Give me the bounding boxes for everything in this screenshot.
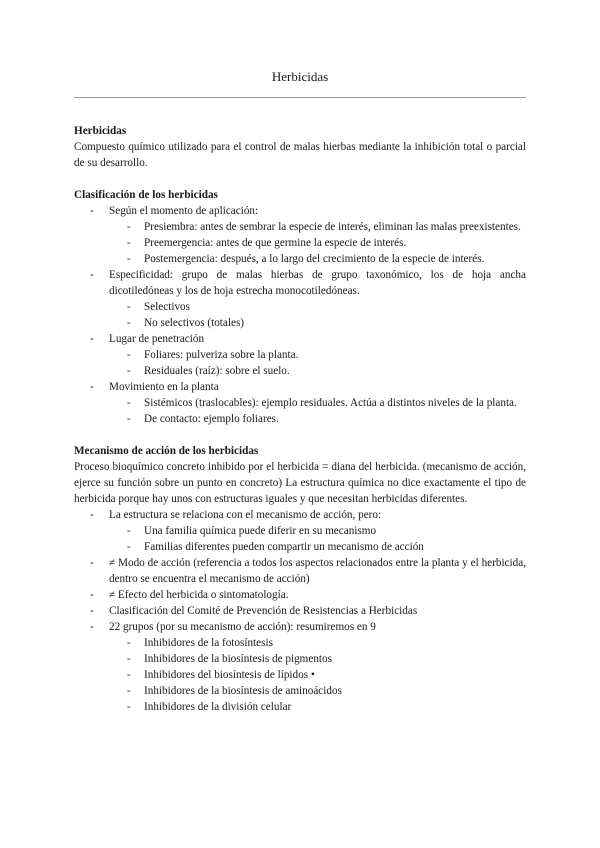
- section-paragraph: Compuesto químico utilizado para el control de malas hierbas mediante la inhibición total o parcial de su desarrollo.: [74, 141, 526, 169]
- sub-list-item: - Sistémicos (traslocables): ejemplo residuales. Actúa a distintos niveles de la planta.: [109, 395, 526, 411]
- section-heading: Herbicidas: [74, 125, 127, 137]
- list-item-text: Según el momento de aplicación:: [109, 205, 259, 217]
- sub-list: [109, 347, 526, 379]
- sub-list-item: - Inhibidores de la fotosíntesis: [109, 635, 526, 651]
- section-herbicidas: [74, 123, 526, 171]
- list-item-text: Movimiento en la planta: [109, 381, 219, 393]
- sub-list-item: - Una familia química puede diferir en su mecanismo: [109, 523, 526, 539]
- title-divider: [74, 97, 526, 98]
- sub-list-item: - Preemergencia: antes de que germine la especie de interés.: [109, 235, 526, 251]
- sub-list: [109, 299, 526, 331]
- sub-list-item: - Residuales (raíz): sobre el suelo.: [109, 363, 526, 379]
- bullet-list: [74, 507, 526, 715]
- list-item: [74, 267, 526, 331]
- document-title: Herbicidas: [271, 69, 329, 84]
- bullet-list: [74, 203, 526, 427]
- document-page: [74, 68, 526, 731]
- section-clasificacion: [74, 187, 526, 427]
- list-item-text: La estructura se relaciona con el mecanismo de acción, pero:: [109, 509, 382, 521]
- sub-list: [109, 523, 526, 555]
- section-heading: Mecanismo de acción de los herbicidas: [74, 445, 259, 457]
- sub-list-item: - Foliares: pulveriza sobre la planta.: [109, 347, 526, 363]
- sub-list: [109, 395, 526, 427]
- sub-list-item: - Inhibidores de la biosíntesis de pigmentos: [109, 651, 526, 667]
- sub-list-item: - No selectivos (totales): [109, 315, 526, 331]
- sub-list-item: - Presiembra: antes de sembrar la especie de interés, eliminan las malas preexistentes.: [109, 219, 526, 235]
- sub-list-item: - Postemergencia: después, a lo largo del crecimiento de la especie de interés.: [109, 251, 526, 267]
- section-heading: Clasificación de los herbicidas: [74, 189, 218, 201]
- list-item: [74, 331, 526, 379]
- sub-list-item: - Selectivos: [109, 299, 526, 315]
- list-item: - ≠ Efecto del herbicida o sintomatología.: [74, 587, 526, 603]
- sub-list-item: - Inhibidores de la división celular: [109, 699, 526, 715]
- sub-list-item: - Inhibidores del biosíntesis de lípidos •: [109, 667, 526, 683]
- list-item-text: 22 grupos (por su mecanismo de acción): resumiremos en 9: [109, 621, 376, 633]
- sub-list: [109, 219, 526, 267]
- list-item: [74, 619, 526, 715]
- list-item: [74, 203, 526, 267]
- sub-list: [109, 635, 526, 715]
- list-item-text: Especificidad: grupo de malas hierbas de grupo taxonómico, los de hoja ancha dicotiledóneas y los de hoja estrecha monocotiledóneas.: [109, 269, 526, 297]
- sub-list-item: - Inhibidores de la biosíntesis de aminoácidos: [109, 683, 526, 699]
- section-paragraph: Proceso bioquímico concreto inhibido por el herbicida = diana del herbicida. (mecanismo de acción, ejerce su función sobre un punto en concreto) La estructura química no dice exactamente el tipo de herbicida porque hay unos con estructuras iguales y que necesitan herbicidas diferentes.: [74, 461, 526, 505]
- sub-list-item: - Familias diferentes pueden compartir un mecanismo de acción: [109, 539, 526, 555]
- list-item-text: Lugar de penetración: [109, 333, 205, 345]
- sub-list-item: - De contacto: ejemplo foliares.: [109, 411, 526, 427]
- list-item: - Clasificación del Comité de Prevención de Resistencias a Herbicidas: [74, 603, 526, 619]
- section-mecanismo: [74, 443, 526, 715]
- list-item: [74, 379, 526, 427]
- list-item: [74, 507, 526, 555]
- list-item: - ≠ Modo de acción (referencia a todos los aspectos relacionados entre la planta y el herbicida, dentro se encuentra el mecanismo de acción): [74, 555, 526, 587]
